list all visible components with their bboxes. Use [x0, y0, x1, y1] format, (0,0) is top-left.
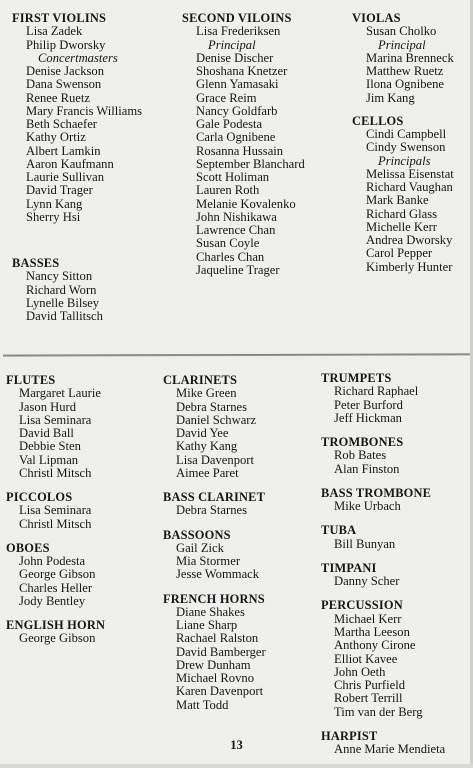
musician-name: Gail Zick: [176, 540, 224, 555]
musician-name: Cindy Swenson: [366, 140, 446, 155]
musician-name: Charles Heller: [19, 580, 93, 595]
musician-name: Daniel Schwarz: [176, 412, 257, 427]
section-heading: TROMBONES: [321, 435, 404, 450]
top-col-1b: [12, 257, 103, 334]
musician-name: Michael Kerr: [334, 611, 402, 626]
name-list: [321, 449, 445, 476]
name-list: [6, 504, 105, 531]
musician-name: Richard Vaughan: [366, 180, 453, 195]
musician-name: Lisa Davenport: [176, 452, 254, 467]
musician-name: Debra Starnes: [176, 503, 247, 518]
musician-name: Michael Rovno: [176, 671, 254, 686]
instrument-section: [6, 542, 105, 608]
section-heading: BASS TROMBONE: [321, 485, 432, 500]
instrument-section: [163, 593, 266, 712]
musician-name: Lisa Seminara: [19, 412, 92, 427]
section-heading: TRUMPETS: [321, 371, 392, 385]
musician-name: David Tallitsch: [26, 309, 103, 324]
musician-name: Aimee Paret: [176, 465, 239, 480]
musician-name: George Gibson: [19, 631, 96, 646]
section-heading: PERCUSSION: [321, 598, 403, 613]
role-label: Principal: [208, 37, 256, 52]
musician-name: Diane Shakes: [176, 604, 245, 619]
musician-name: Nancy Sitton: [26, 269, 93, 284]
musician-name: Shoshana Knetzer: [196, 64, 288, 79]
musician-name: Lawrence Chan: [196, 223, 276, 238]
musician-name: Val Lipman: [19, 452, 79, 467]
section-first-violins: [12, 12, 142, 224]
musician-name: Anne Marie Mendieta: [334, 742, 446, 757]
musician-name: Susan Coyle: [196, 236, 260, 251]
musician-name: Drew Dunham: [176, 657, 251, 672]
section-heading: PICCOLOS: [6, 490, 73, 505]
musician-name: Martha Leeson: [334, 625, 410, 640]
instrument-section: [6, 619, 105, 646]
musician-name: John Oeth: [334, 664, 386, 679]
musician-name: Lisa Seminara: [19, 503, 92, 518]
musician-name: September Blanchard: [196, 156, 305, 171]
musician-name: Chris Purfield: [334, 678, 406, 693]
instrument-section: [321, 487, 445, 514]
section-heading: BASSES: [12, 256, 60, 270]
musician-name: Melissa Eisenstat: [366, 166, 454, 181]
musician-name: John Nishikawa: [196, 209, 277, 224]
musician-name: Michelle Kerr: [366, 219, 437, 234]
musician-name: Sherry Hsi: [26, 209, 81, 224]
bottom-col-3: [321, 372, 445, 767]
musician-name: Carol Pepper: [366, 246, 433, 261]
section-heading: FIRST VIOLINS: [12, 11, 107, 25]
musician-name: Susan Cholko: [366, 24, 437, 39]
section-heading: BASS CLARINET: [163, 490, 266, 505]
musician-name: Richard Worn: [26, 282, 97, 297]
musician-name: Denise Jackson: [26, 64, 104, 79]
section-heading: TUBA: [321, 523, 357, 538]
musician-name: Renee Ruetz: [26, 90, 90, 105]
musician-name: Lauren Roth: [196, 183, 260, 198]
musician-name: Lynelle Bilsey: [26, 295, 100, 310]
section-heading: CLARINETS: [163, 373, 238, 387]
musician-name: Rachael Ralston: [176, 631, 259, 646]
musician-name: Philip Dworsky: [26, 37, 106, 52]
musician-name: Danny Scher: [334, 574, 400, 589]
name-list: [321, 538, 445, 551]
name-list: [6, 555, 105, 608]
musician-name: Matt Todd: [176, 697, 229, 712]
musician-name: Elliot Kavee: [334, 651, 398, 666]
musician-name: George Gibson: [19, 567, 96, 582]
section-heading: FRENCH HORNS: [163, 591, 265, 606]
musician-name: Bill Bunyan: [334, 536, 396, 551]
section-heading: TIMPANI: [321, 560, 377, 575]
musician-name: Christl Mitsch: [19, 516, 92, 531]
instrument-section: [163, 491, 266, 518]
musician-name: Rob Bates: [334, 448, 387, 463]
instrument-section: [321, 372, 445, 425]
musician-name: Scott Holiman: [196, 170, 270, 185]
musician-name: Richard Raphael: [334, 384, 419, 399]
musician-name: Andrea Dworsky: [366, 233, 453, 248]
section-heading: BASSOONS: [163, 527, 231, 542]
name-list: [321, 575, 445, 588]
musician-name: Lisa Frederiksen: [196, 24, 281, 39]
musician-name: Aaron Kaufmann: [26, 156, 114, 171]
musician-name: Gale Podesta: [196, 117, 263, 132]
bottom-col-1: [6, 374, 105, 657]
musician-name: Mary Francis Williams: [26, 103, 143, 118]
musician-name: Laurie Sullivan: [26, 170, 104, 185]
musician-name: Jim Kang: [366, 90, 415, 105]
musician-name: Anthony Cirone: [334, 638, 416, 653]
musician-name: Richard Glass: [366, 206, 437, 221]
musician-name: Debra Starnes: [176, 399, 247, 414]
musician-name: Matthew Ruetz: [366, 64, 444, 79]
role-label: Principal: [378, 37, 426, 52]
instrument-section: [321, 436, 445, 476]
musician-name: Mark Banke: [366, 193, 429, 208]
musician-name: Nancy Goldfarb: [196, 103, 278, 118]
top-col-3: [352, 12, 454, 285]
musician-name: Albert Lamkin: [26, 143, 101, 158]
section-cellos: [352, 115, 454, 274]
musician-name: Ilona Ognibene: [366, 77, 444, 92]
musician-name: Mia Stormer: [176, 554, 241, 569]
section-heading: VIOLAS: [352, 11, 401, 25]
instrument-section: [321, 524, 445, 551]
musician-name: Margaret Laurie: [19, 386, 101, 401]
musician-name: Peter Burford: [334, 397, 403, 412]
page-edge-bottom: [0, 764, 473, 768]
top-col-1: [12, 12, 142, 224]
musician-name: David Trager: [26, 183, 93, 198]
musician-name: Mike Urbach: [334, 499, 401, 514]
instrument-section: [321, 599, 445, 718]
name-list: [352, 128, 454, 274]
section-heading: FLUTES: [6, 373, 56, 387]
name-list: [12, 270, 103, 323]
name-list: [352, 25, 454, 105]
name-list: [163, 504, 266, 517]
instrument-section: [163, 529, 266, 582]
instrument-section: [6, 491, 105, 531]
musician-name: Karen Davenport: [176, 684, 264, 699]
name-list: [6, 632, 105, 645]
name-list: [163, 387, 266, 480]
section-heading: ENGLISH HORN: [6, 618, 106, 633]
musician-name: Kimberly Hunter: [366, 259, 453, 274]
section-heading: HARPIST: [321, 728, 378, 743]
name-list: [6, 387, 105, 480]
musician-name: David Bamberger: [176, 644, 266, 659]
page-number: 13: [230, 738, 243, 752]
section-heading: CELLOS: [352, 113, 404, 128]
musician-name: Lynn Kang: [26, 196, 83, 211]
name-list: [321, 385, 445, 425]
musician-name: Jody Bentley: [19, 593, 86, 608]
musician-name: Cindi Campbell: [366, 127, 447, 142]
musician-name: Grace Reim: [196, 90, 257, 105]
section-second-violins: [182, 12, 305, 277]
name-list: [12, 25, 142, 224]
musician-name: David Yee: [176, 426, 229, 441]
musician-name: Beth Schaefer: [26, 117, 97, 132]
musician-name: Robert Terrill: [334, 691, 403, 706]
role-label: Concertmasters: [38, 50, 118, 65]
section-basses: [12, 257, 103, 323]
name-list: [321, 613, 445, 719]
musician-name: John Podesta: [19, 554, 86, 569]
musician-name: Jaqueline Trager: [196, 262, 280, 277]
name-list: [163, 606, 266, 712]
role-label: Principals: [378, 153, 431, 168]
musician-name: Marina Brenneck: [366, 50, 454, 65]
musician-name: Charles Chan: [196, 249, 265, 264]
musician-name: Tim van der Berg: [334, 704, 423, 719]
musician-name: Denise Discher: [196, 50, 274, 65]
top-col-2: [182, 12, 305, 288]
name-list: [163, 542, 266, 582]
musician-name: Jason Hurd: [19, 399, 77, 414]
musician-name: Lisa Zadek: [26, 24, 83, 39]
musician-name: Jeff Hickman: [334, 410, 402, 425]
name-list: [321, 500, 445, 513]
section-violas: [352, 12, 454, 105]
musician-name: Kathy Ortiz: [26, 130, 86, 145]
musician-name: David Ball: [19, 426, 74, 441]
musician-name: Jesse Wommack: [176, 567, 260, 582]
section-heading: SECOND VILOINS: [182, 11, 292, 25]
musician-name: Kathy Kang: [176, 439, 238, 454]
musician-name: Melanie Kovalenko: [196, 196, 296, 211]
musician-name: Glenn Yamasaki: [196, 77, 279, 92]
musician-name: Rosanna Hussain: [196, 143, 284, 158]
instrument-section: [321, 562, 445, 589]
instrument-section: [163, 374, 266, 480]
musician-name: Debbie Sten: [19, 439, 81, 454]
musician-name: Alan Finston: [334, 461, 400, 476]
musician-name: Carla Ognibene: [196, 130, 276, 145]
musician-name: Mike Green: [176, 386, 237, 401]
bottom-col-2: [163, 374, 266, 723]
name-list: [182, 25, 305, 277]
musician-name: Dana Swenson: [26, 77, 102, 92]
section-heading: OBOES: [6, 540, 50, 555]
musician-name: Liane Sharp: [176, 618, 238, 633]
section-divider: [3, 353, 470, 356]
musician-name: Christl Mitsch: [19, 465, 92, 480]
instrument-section: [6, 374, 105, 480]
